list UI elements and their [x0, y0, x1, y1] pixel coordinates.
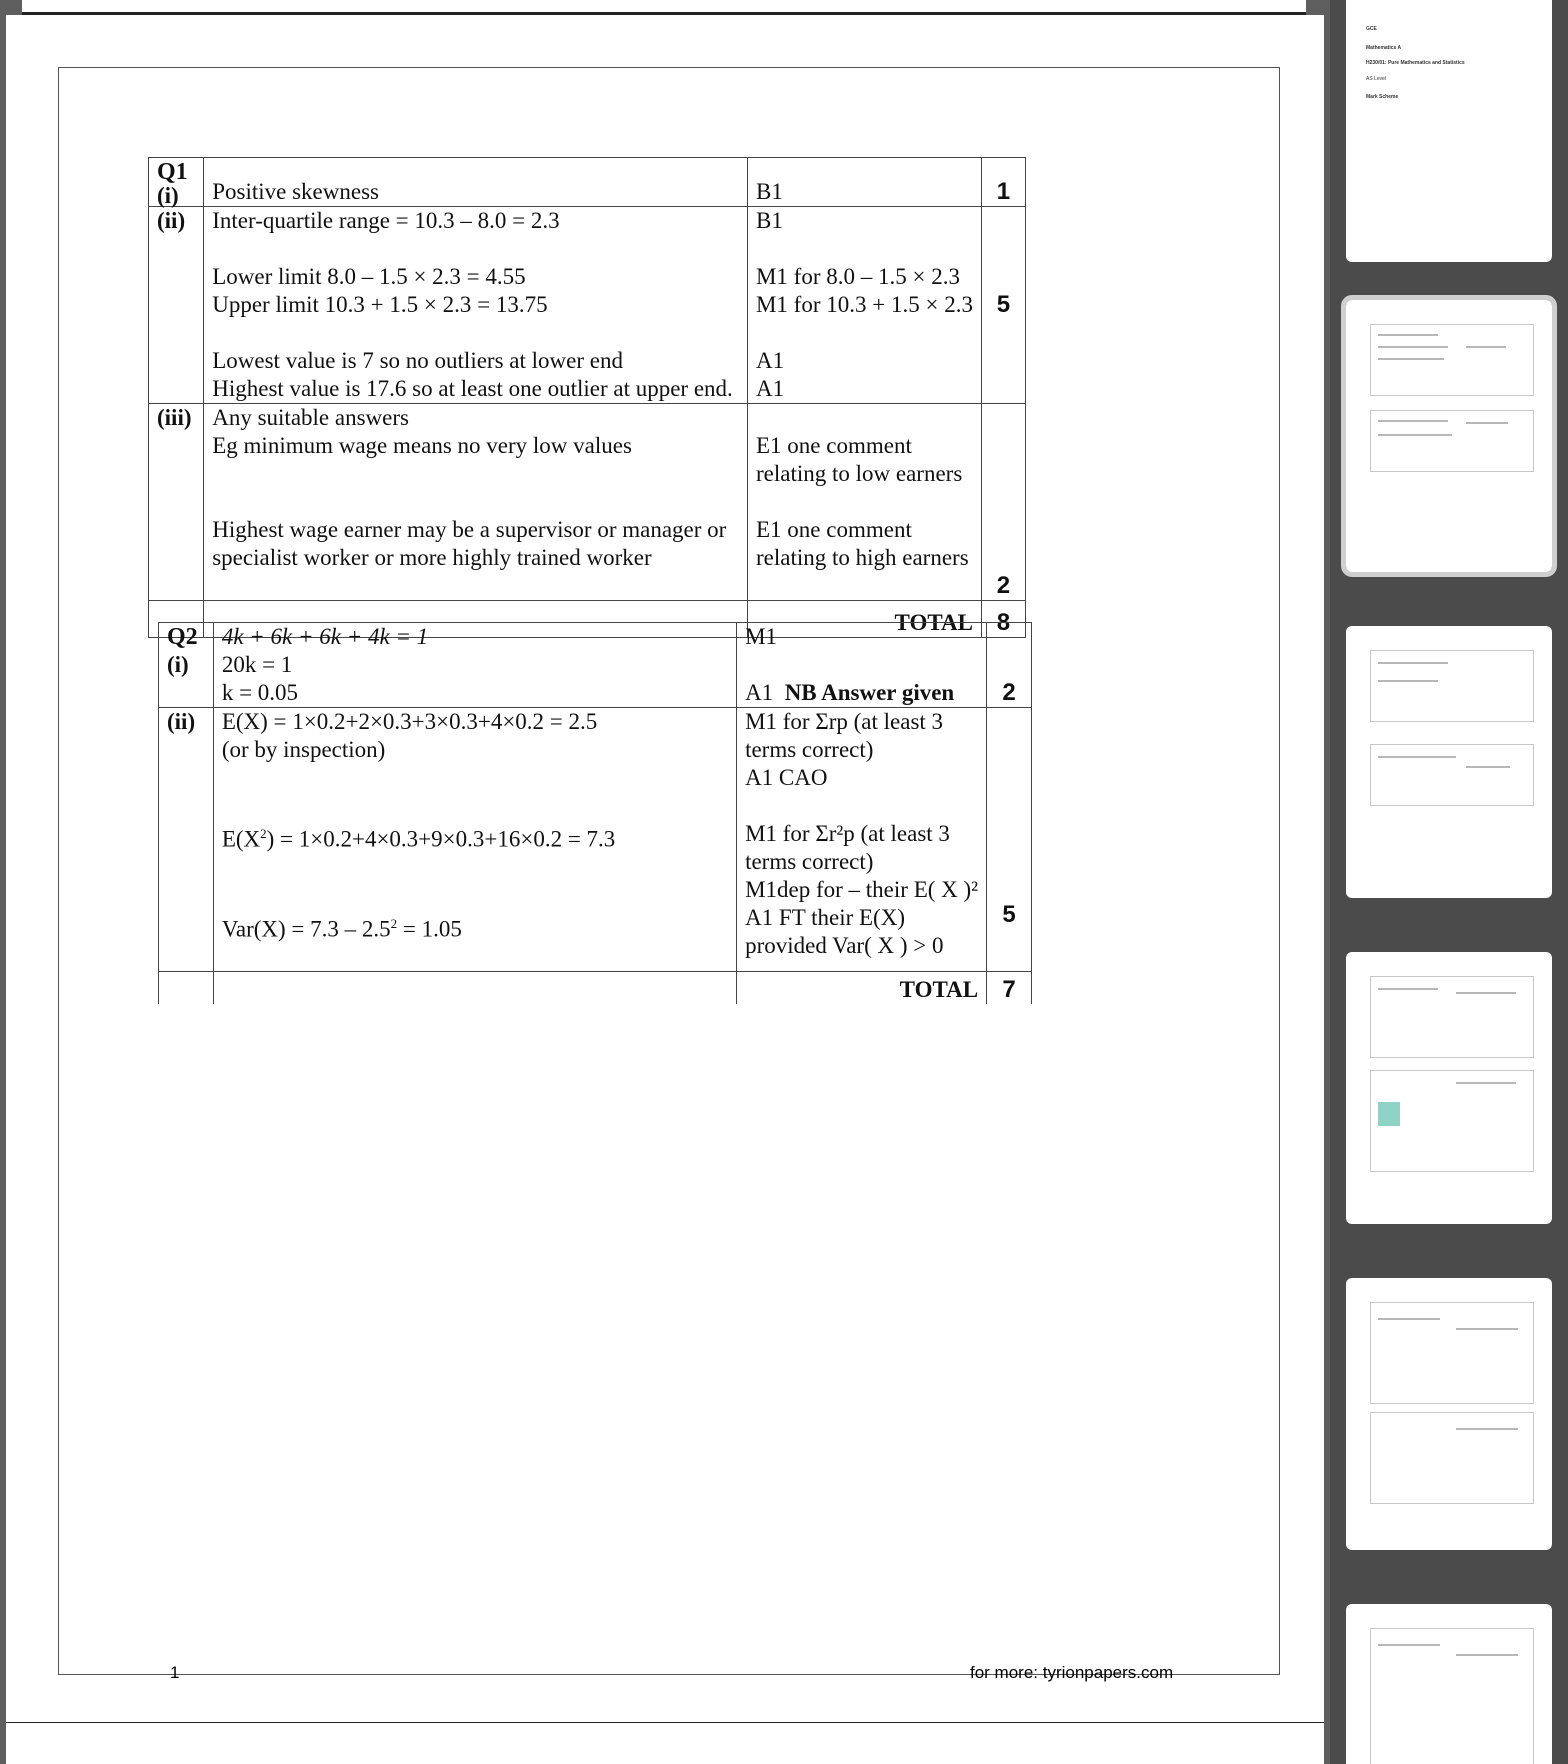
- page-1: [6, 15, 1324, 1747]
- answer-cell: Any suitable answers Eg minimum wage means no very low values Highest wage earner may be a supervisor or manager or specialist worker or more highly trained worker: [204, 404, 748, 601]
- question-total: 7: [987, 972, 1032, 1005]
- table-row: [159, 623, 1032, 708]
- question-number: Q2 (i): [159, 623, 214, 708]
- page-number: 1: [170, 1663, 180, 1682]
- part-label: (iii): [149, 404, 204, 601]
- answer-cell: E(X) = 1×0.2+2×0.3+3×0.3+4×0.2 = 2.5 (or by inspection) $E(X^2) = 1\times 0.2+4\times 0.3+9\times 0.3+16\times 0.2 = 7.3$ $Var(X) = 7.3 - 2.5^2 = 1.05$: [213, 708, 736, 972]
- thumbnail-page-1[interactable]: [1346, 300, 1552, 572]
- q1-table: [148, 157, 1026, 638]
- part-total: 2: [987, 623, 1032, 708]
- table-row: [149, 404, 1026, 601]
- thumbnail-page-4[interactable]: [1346, 1278, 1552, 1550]
- answer-cell: Positive skewness: [204, 158, 748, 207]
- total-label: TOTAL: [747, 601, 981, 638]
- footer-link: for more: tyrionpapers.com: [970, 1663, 1174, 1682]
- thumbnail-page-2[interactable]: [1346, 626, 1552, 898]
- mark-cell: B1 M1 for 8.0 – 1.5 × 2.3 M1 for 10.3 + 1.5 × 2.3 A1 A1: [747, 207, 981, 404]
- mark-cell: M1 for Σrp (at least 3 terms correct) A1 CAO M1 for Σr²p (at least 3 terms correct) M1dep for – their E( X )² A1 FT their E(X) provided Var( X ) > 0: [737, 708, 987, 972]
- mark-cell: B1: [747, 158, 981, 207]
- table-row: [159, 708, 1032, 972]
- part-total: 2: [981, 404, 1025, 601]
- answer-cell: 4k + 6k + 6k + 4k = 1 20k = 1 k = 0.05: [213, 623, 736, 708]
- part-label: (ii): [149, 207, 204, 404]
- part-label: (ii): [159, 708, 214, 972]
- table-row: [149, 158, 1026, 207]
- thumbnail-page-cover[interactable]: GCE Mathematics A H230/01: Pure Mathematics and Statistics AS Level Mark Scheme: [1346, 0, 1552, 262]
- part-total: 5: [987, 708, 1032, 972]
- previous-page-edge: [22, 0, 1306, 15]
- q2-table: [158, 622, 1032, 1004]
- thumbnail-histogram: [1378, 1102, 1400, 1126]
- part-total: 5: [981, 207, 1025, 404]
- thumbnail-sidebar[interactable]: [1330, 0, 1568, 1764]
- part-total: 1: [981, 158, 1025, 207]
- table-row: [149, 207, 1026, 404]
- table-row: [159, 972, 1032, 1005]
- question-total: 8: [981, 601, 1025, 638]
- mark-cell: E1 one comment relating to low earners E1 one comment relating to high earners: [747, 404, 981, 601]
- next-page-edge: [6, 1722, 1324, 1764]
- answer-cell: Inter-quartile range = 10.3 – 8.0 = 2.3 Lower limit 8.0 – 1.5 × 2.3 = 4.55 Upper limit 10.3 + 1.5 × 2.3 = 13.75 Lowest value is 7 so no outliers at lower end Highest value is 17.6 so at least one outlier at upper end.: [204, 207, 748, 404]
- total-label: TOTAL: [737, 972, 987, 1005]
- thumbnail-page-5[interactable]: [1346, 1604, 1552, 1764]
- thumbnail-page-3[interactable]: [1346, 952, 1552, 1224]
- question-number: Q1 (i): [149, 158, 204, 207]
- mark-cell: M1 A1 NB Answer given: [737, 623, 987, 708]
